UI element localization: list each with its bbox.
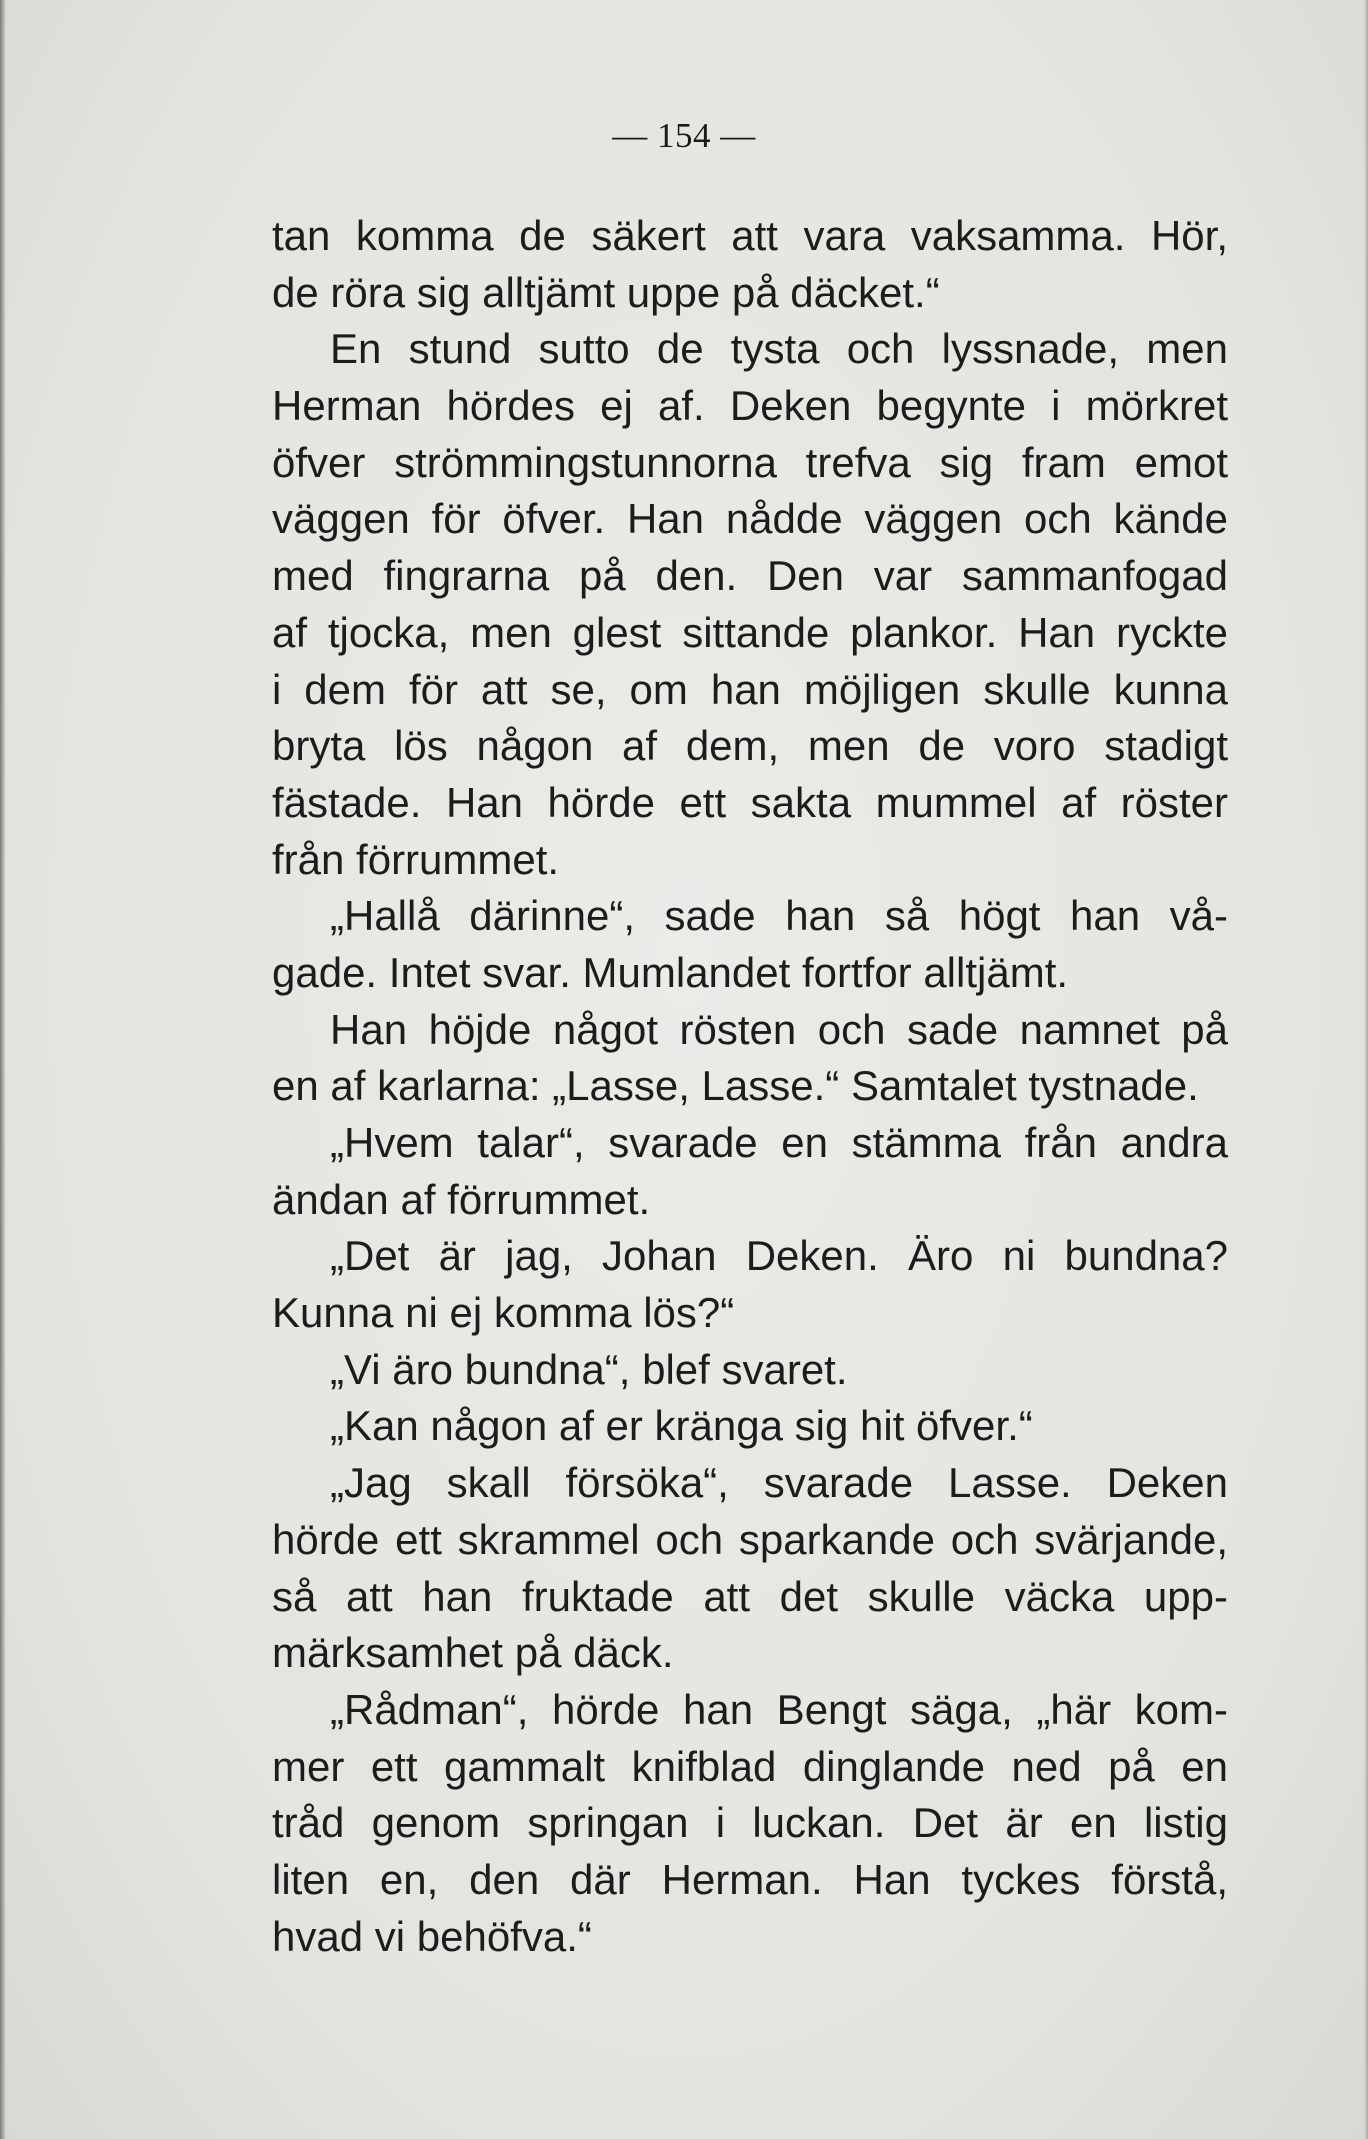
text-line: de röra sig alltjämt uppe på däcket.“ xyxy=(272,268,940,316)
body-text xyxy=(272,208,1228,1965)
text-line: hvad vi behöfva.“ xyxy=(272,1912,592,1960)
text-line: väggen för öfver. Han nådde väggen och kände xyxy=(272,495,1228,543)
text-line: med fingrarna på den. Den var sammanfogad xyxy=(272,552,1228,600)
text-line: fästade. Han hörde ett sakta mummel af röster xyxy=(272,778,1228,826)
text-line: i dem för att se, om han möjligen skulle kunna xyxy=(272,665,1228,713)
text-line: „Hvem talar“, svarade en stämma från andra xyxy=(330,1119,1228,1166)
text-line: liten en, den där Herman. Han tyckes förstå, xyxy=(272,1855,1228,1903)
text-line: bryta lös någon af dem, men de voro stadigt xyxy=(272,722,1228,770)
page-right-edge-shadow xyxy=(1364,0,1368,2139)
text-line: tråd genom springan i luckan. Det är en listig xyxy=(272,1799,1228,1847)
text-line: Han höjde något rösten och sade namnet på xyxy=(330,1005,1228,1053)
text-line: märksamhet på däck. xyxy=(272,1629,674,1677)
text-line: af tjocka, men glest sittande plankor. Han ryckte xyxy=(272,608,1228,656)
text-line: „Jag skall försöka“, svarade Lasse. Deken xyxy=(330,1459,1228,1507)
text-line: hörde ett skrammel och sparkande och svärjande, xyxy=(272,1515,1228,1563)
text-line: „Kan någon af er kränga sig hit öfver.“ xyxy=(330,1402,1033,1450)
page-number: — 154 — xyxy=(612,116,756,155)
page-left-edge-shadow xyxy=(0,0,6,2139)
text-line: en af karlarna: „Lasse, Lasse.“ Samtalet tystnade. xyxy=(272,1062,1199,1110)
text-line: „Hallå därinne“, sade han så högt han vå- xyxy=(330,892,1228,940)
text-line: En stund sutto de tysta och lyssnade, men xyxy=(330,325,1228,373)
text-line: Kunna ni ej komma lös?“ xyxy=(272,1289,735,1337)
text-line: öfver strömmingstunnorna trefva sig fram emot xyxy=(272,438,1228,486)
text-line: mer ett gammalt knifblad dinglande ned på en xyxy=(272,1742,1228,1790)
text-line: från förrummet. xyxy=(272,835,560,883)
text-line: „Det är jag, Johan Deken. Äro ni bundna? xyxy=(330,1232,1228,1280)
text-line: ändan af förrummet. xyxy=(272,1175,651,1223)
text-line: gade. Intet svar. Mumlandet fortfor alltjämt. xyxy=(272,948,1069,996)
text-line: Herman hördes ej af. Deken begynte i mörkret xyxy=(272,382,1228,430)
text-line: „Rådman“, hörde han Bengt säga, „här kom- xyxy=(330,1685,1228,1733)
text-line: „Vi äro bundna“, blef svaret. xyxy=(330,1345,848,1393)
text-line: så att han fruktade att det skulle väcka upp- xyxy=(272,1572,1228,1620)
text-line: tan komma de säkert att vara vaksamma. Hör, xyxy=(272,212,1228,259)
